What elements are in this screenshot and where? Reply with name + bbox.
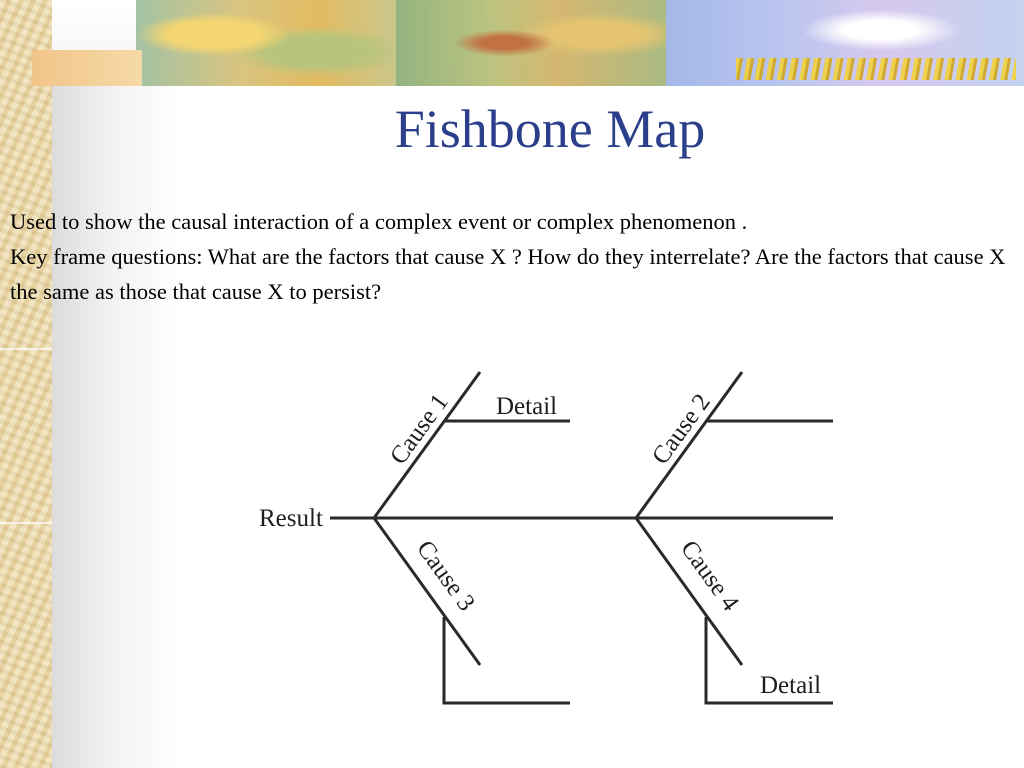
slide-description <box>10 204 1010 309</box>
banner-leaf-image <box>136 0 396 86</box>
cause-1-label: Cause 1 <box>385 389 454 470</box>
slide-title: Fishbone Map <box>394 99 706 159</box>
cause-4-detail-line <box>706 617 833 703</box>
description-line-2: Key frame questions: What are the factors that cause X ? How do they interrelate? Are the factors that cause X the same as those that cause X to persist? <box>10 244 1006 304</box>
banner-foliage-image <box>396 0 666 86</box>
banner-accent-block <box>32 50 142 86</box>
detail-label-bottom: Detail <box>760 672 822 699</box>
cause-2-bone <box>636 372 742 518</box>
cause-3-detail-line <box>444 617 570 703</box>
cause-3-bone <box>374 518 480 665</box>
cause-3-label: Cause 3 <box>411 535 480 617</box>
cause-1-bone <box>374 372 480 518</box>
cause-2-label: Cause 2 <box>647 389 716 470</box>
description-line-1: Used to show the causal interaction of a complex event or complex phenomenon . <box>10 209 748 234</box>
page-gradient <box>52 86 182 768</box>
banner-water-image <box>666 0 1024 86</box>
cause-4-bone <box>636 518 742 665</box>
detail-label-top: Detail <box>496 393 558 420</box>
cause-4-label: Cause 4 <box>675 535 744 617</box>
header-banner <box>52 0 1024 86</box>
result-label: Result <box>259 505 323 532</box>
